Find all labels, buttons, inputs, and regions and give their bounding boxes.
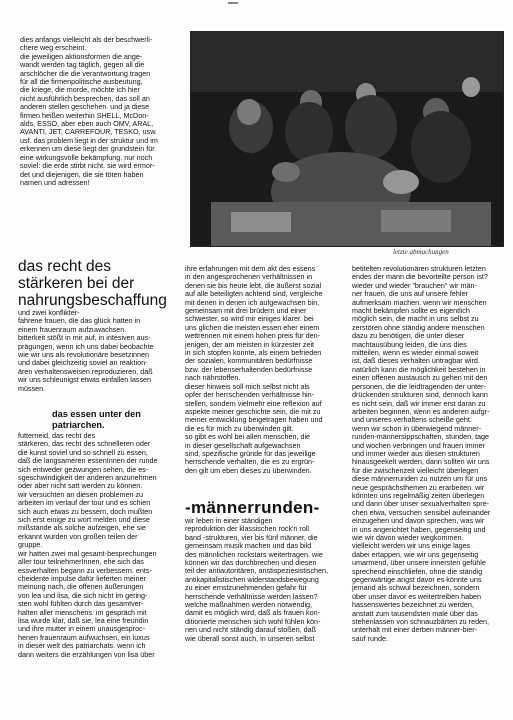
pen-mark: [228, 2, 238, 4]
column-2-paragraph-a: ihre erfahrungen mit dem akt des essens in den angesprochenen verhältnissen in denen sie bis heute lebt, die äußerst sozial auf alle beteiligten achtend sind, vergleiche mit denen in denen ich aufgewachsen bin, gemeinsam mit drei brüdern und einer schwester, so wird mir einiges klarer. bei uns glichen die meisten essen eher einem wettrennen mit einem hohen preis für den- jenigen, der am meisten in kürzester zeit in sich stopfen konnte, als einem befrieden der sozialen, kommunitären bedürfnisse bzw. der lebenserhaltenden bedürfnisse nach nährstoffen. dieser hinweis soll mich selbst nicht als opfer der herrschenden verhältnisse hin- stellen, sondern vielmehr eine reflexion auf aspekte meiner geschichte sein, die mit zu meiner entwicklung beigetragen haben und die es für mich zu überwinden gilt. so gibt es wohl bei allen menschen, die in dieser gesellschaft aufgewachsen sind, spezifische gründe für das jeweilige herrschende verhalten, die es zu ergrün- den gilt um eben dieses zu überwinden.: [185, 264, 323, 475]
column-3-paragraph: betitelten revolutionären strukturen letzten endes der mann die bevorteilte person ist? wieder und wieder "brauchen" wir män- ner frauen, die uns auf unsere fehler aufmerksam machen. wenn wir menschen macht bekämpfen sollte es eigentlich möglich sein, die macht in uns selbst zu zerstören ohne ständig andere menschen dazu zu benötigen, die unter dieser machtausübung leiden, die uns dies mitteilen, wenn es wieder einmal soweit ist, daß dieses verhalten untragbar wird. natürlich kann die möglichkeit bestehen in einen offenen austausch zu gehen mit den personen, die die leidtragenden der unter- drückenden strukturen sind, dennoch kann es nicht sein, daß wir immer erst daran zu arbeiten beginnen, wenn es anderen aufgr- und unseres verhaltens scheiße geht. wenn wir schon in überwiegend männer- runden-männersippschaften, stunden, tage und wochen verbringen und frauen immer und immer wieder aus diesen strukturen hinausgeekelt werden, dann sollten wir uns für die zwischenzeit vielleicht überlegen diese männerrunden zu nutzen um für uns neue gesprächsthemen zu erarbeiten. wir könnten uns regelmäßig zeiten überlegen und dann über unser sexualverhalten spre- chen etwa, versuchen sensibel aufeinander einzugehen und davon sprechen, was wir in uns angerichtet haben, gegenseitig und wie wir davon wieder wegkommen. vielleicht werden wir uns einige lages dabei ertappen, wie wir uns gegenseitig umarmend, über unsere innersten gefühle sprechend einschliefen, ohne die ständig gegenwärtige angst davor es könnte uns jemand als schwul bezeichnen, sondern über unser davor es weitertreiben haben hassenswertes bezeichnet zu werden, anstatt zum tausendsten male über das stehenlassen von schnauzbärten zu reden, unterhalt mit einer derben männer-bier- sauf runde.: [352, 264, 491, 643]
column-1-paragraph-a: und zwei konflikter- fahrene frauen, die das glück hatten in einem frauenraum aufzuwachsen. bitterkeit stößt in mir auf, in intesiven aus- prägungen, wenn ich uns dabei beobachte wie wir uns als revolutionäre besetzinnen und dabei gleichzeitig soviel an reaktion- ären verhaltensweisen reproduzieren, daß wir uns schleunigst etwas einfallen lassen müssen.: [18, 308, 154, 393]
group-photo-image: [191, 32, 503, 246]
column-2-paragraph-b: wir leben in einer ständigen reproduktion der klassischen rock'n roll band -strukturen, vier bis fünf männer, die gemeinsam musik machen und das bild des männlichen rockstars weitertragen. wie können wir das durchbrechen und diesen teil der antiautoritären, anstispeziesistischen, antikapitalistischen widerstandsbewegung zu einer ernstzunehmenden gefahr für herrschende verhältnisse werden lassen? welche maßnahmen werden notwendig, damit es möglich wird, daß als frauen kon- ditionierte menschen sich wohl fühlen kön- nen und nicht ständig darauf stoßen, daß wie überall sonst auch, in unseren selbst: [185, 516, 329, 643]
photo-caption: letzte abmachungen: [393, 248, 449, 256]
section-heading-maennerrunden: -männerrunden-: [185, 498, 320, 517]
subheading: das essen unter den patriarchen.: [52, 409, 141, 430]
intro-paragraph: dies anfangs vielleicht als der beschwerli- chere weg erscheint. die jeweiligen aktionsformen die ange- wandt werden tag täglich, gegen all die arschlöcher die die verantwortung tragen für all die firmenpolitische ausbeutung, die kriege, die morde, möchte ich hier nicht ausführlich besprechen, das soll an anderen stellen geschehen. und ja diese firmen heißen weiterhin SHELL, McDon- alds, ESSO, aber eben auch OMV, ARAL, AVANTI, JET, CARREFOUR, TESKO, usw. usf. das problem liegt in der struktur und im erkennen um diese liegt der grundstein für eine wirkungsvolle bekämpfung. nur noch soviel: die erde stirbt nicht. sie wird ermor- det und diejenigen, die sie töten haben namen und adressen!: [20, 35, 158, 187]
article-heading: das recht des stärkeren bei der nahrungsbeschaffung: [18, 258, 167, 309]
column-1-paragraph-b: futterneid, das recht des stärkeren, das recht des schnelleren oder die kunst soviel und so schnell zu essen, daß die langsameren essenInnen der runde sich entweder gezwungen sehen, die es- sgeschwindigkeit der anderen anzunehmen oder aber nicht satt werden zu können. wir versuchten an diesen problemen zu arbeiten im verlauf der tour und es schien sich auch etwas zu bessern, doch mußten sich erst einige zu wort melden und diese mißstände als solche aufzeigen, ehe sie erkannt wurden von großen teilen der gruppe. wir hatten zwei mal gesamt-besprechungen aller tour teilnehmerInnen, ehe sich das essverhalten begann zu verbessern. ents- cheidente impulse dafür lieferten meiner meinung nach, die offenen äußerungen von lea und lisa, die sich nicht im gering- sten wohl fühlten durch das gesamtver- halten aller menschens. im gespräch mit lisa wurde klar, daß sie, lea eine freundin und ihre mutter in einem unausgesproc- henen frauenraum aufwuchsen, ein luxus in dieser welt des patriarchats. wenn ich dann weiters die erzählungen von lisa über: [18, 431, 158, 659]
group-photo: [190, 31, 504, 247]
